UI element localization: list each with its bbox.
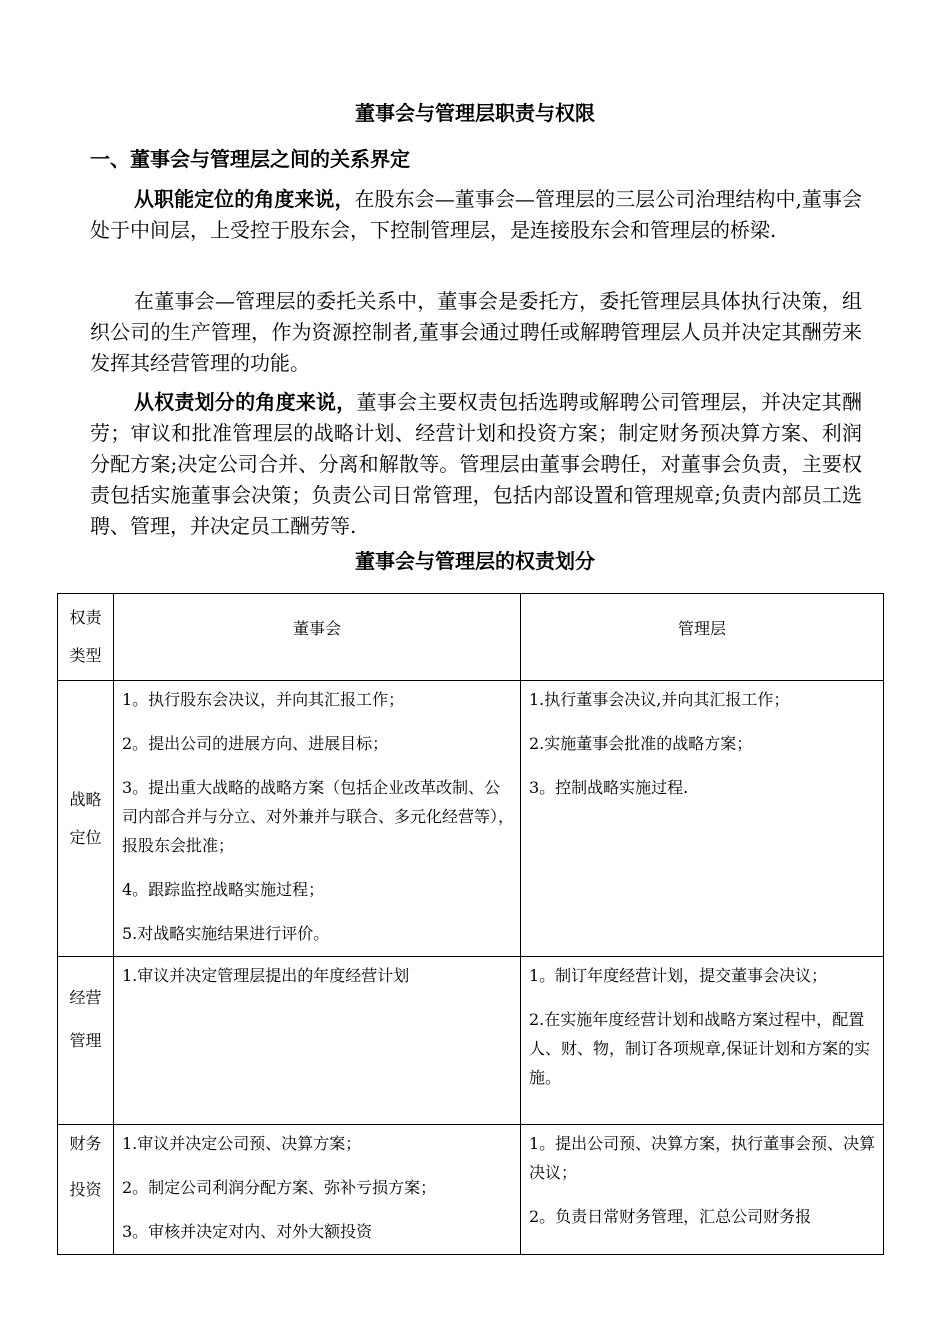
type-cell bbox=[58, 957, 114, 1125]
list-item: 2。制定公司利润分配方案、弥补亏损方案； bbox=[122, 1178, 437, 1197]
type-line: 定位 bbox=[69, 827, 102, 847]
header-type-line: 类型 bbox=[69, 646, 102, 665]
paragraph-lead: 从权责划分的角度来说， bbox=[134, 390, 357, 414]
paragraph-functional-positioning bbox=[90, 184, 862, 246]
board-cell bbox=[114, 1125, 521, 1255]
board-cell bbox=[114, 681, 521, 957]
list-item: 2.实施董事会批准的战略方案； bbox=[529, 734, 753, 753]
management-cell bbox=[521, 1125, 884, 1255]
table-row bbox=[58, 681, 884, 957]
type-line: 财务 bbox=[69, 1134, 102, 1153]
list-item: 1.审议并决定管理层提出的年度经营计划 bbox=[122, 966, 410, 985]
section-heading: 一、董事会与管理层之间的关系界定 bbox=[90, 147, 410, 171]
list-item: 1.审议并决定公司预、决算方案； bbox=[122, 1134, 362, 1153]
paragraph-rights-division bbox=[90, 387, 862, 542]
list-item: 2.在实施年度经营计划和战略方案过程中，配置人、财、物，制订各项规章,保证计划和方案的实施。 bbox=[529, 1010, 871, 1087]
table-header-row bbox=[58, 594, 884, 681]
type-cell bbox=[58, 1125, 114, 1255]
paragraph-lead: 从职能定位的角度来说， bbox=[134, 187, 355, 211]
header-type-cell bbox=[58, 594, 114, 681]
list-item: 3。提出重大战略的战略方案（包括企业改革改制、公司内部合并与分立、对外兼并与联合、多元化经营等），报股东会批准； bbox=[122, 778, 515, 855]
paragraph-delegation bbox=[90, 286, 862, 379]
table-title: 董事会与管理层的权责划分 bbox=[355, 549, 595, 573]
type-line: 管理 bbox=[69, 1031, 102, 1050]
list-item: 4。跟踪监控战略实施过程； bbox=[122, 880, 325, 899]
paragraph-text: 在股东会—董事会—管理层的三层公司治理结构中,董事会处于中间层，上受控于股东会，下控制管理层，是连接股东会和管理层的桥梁. bbox=[90, 187, 863, 242]
list-item: 1。执行股东会决议，并向其汇报工作； bbox=[122, 690, 405, 709]
list-item: 1。制订年度经营计划，提交董事会决议； bbox=[529, 966, 828, 985]
header-type-line: 权责 bbox=[69, 608, 102, 627]
header-management: 管理层 bbox=[677, 619, 726, 638]
paragraph-text: 在董事会—管理层的委托关系中，董事会是委托方，委托管理层具体执行决策，组织公司的生产管理，作为资源控制者,董事会通过聘任或解聘管理层人员并决定其酬劳来发挥其经营管理的功能。 bbox=[90, 289, 862, 375]
paragraph-text: 董事会主要权责包括选聘或解聘公司管理层，并决定其酬劳；审议和批准管理层的战略计划、经营计划和投资方案；制定财务预决算方案、利润分配方案;决定公司合并、分离和解散等。管理层由董事会聘任，对董事会负责，主要权责包括实施董事会决策；负责公司日常管理，包括内部设置和管理规章;负责内部员工选聘、管理，并决定员工酬劳等. bbox=[90, 390, 863, 538]
management-cell bbox=[521, 957, 884, 1125]
list-item: 3。审核并决定对内、对外大额投资 bbox=[122, 1222, 373, 1241]
management-cell bbox=[521, 681, 884, 957]
header-board-cell bbox=[114, 594, 521, 681]
header-management-cell bbox=[521, 594, 884, 681]
header-board: 董事会 bbox=[292, 619, 341, 638]
list-item: 2。提出公司的进展方向、进展目标； bbox=[122, 734, 389, 753]
table-row bbox=[58, 1125, 884, 1255]
document-title: 董事会与管理层职责与权限 bbox=[355, 101, 595, 125]
type-line: 投资 bbox=[69, 1180, 102, 1199]
list-item: 1.执行董事会决议,并向其汇报工作； bbox=[529, 690, 790, 709]
type-cell bbox=[58, 681, 114, 957]
type-line: 战略 bbox=[69, 789, 102, 809]
table-row bbox=[58, 957, 884, 1125]
list-item: 2。负责日常财务管理，汇总公司财务报 bbox=[529, 1207, 812, 1226]
board-cell bbox=[114, 957, 521, 1125]
type-line: 经营 bbox=[69, 988, 102, 1007]
list-item: 3。控制战略实施过程. bbox=[529, 778, 689, 797]
responsibility-table bbox=[57, 593, 884, 1255]
list-item: 1。提出公司预、决算方案，执行董事会预、决算决议； bbox=[529, 1134, 876, 1182]
list-item: 5.对战略实施结果进行评价。 bbox=[122, 924, 330, 943]
